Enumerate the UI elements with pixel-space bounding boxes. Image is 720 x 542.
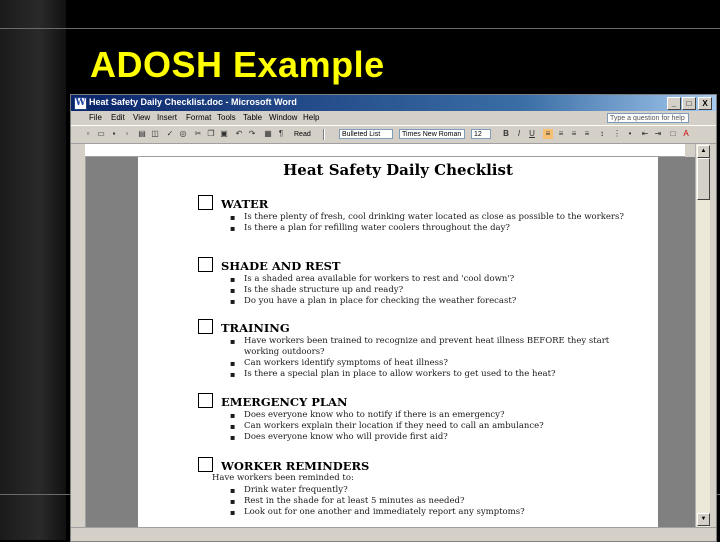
list-item: ▪ Have workers been trained to recognize and prevent heat illness BEFORE they start working outdoors? [226, 336, 626, 358]
minimize-button[interactable]: _ [667, 97, 681, 110]
scroll-down-icon[interactable]: ▼ [697, 513, 710, 526]
help-search-input[interactable]: Type a question for help [607, 113, 689, 123]
font-color-icon[interactable]: A [683, 129, 689, 138]
list-item: ▪ Is a shaded area available for workers to rest and 'cool down'? [226, 274, 626, 285]
word-window [70, 94, 717, 542]
align-center-icon[interactable]: ≡ [558, 129, 564, 138]
window-title: Heat Safety Daily Checklist.doc - Microsoft Word [89, 97, 297, 107]
list-item: ▪ Does everyone know who will provide first aid? [226, 432, 626, 443]
scroll-thumb[interactable] [697, 158, 710, 200]
menu-view[interactable]: View [133, 113, 151, 122]
horizontal-ruler[interactable] [85, 144, 685, 157]
font-select[interactable]: Times New Roman [399, 129, 465, 139]
checkbox-icon[interactable] [198, 195, 213, 210]
reminders-list [226, 485, 626, 518]
justify-icon[interactable]: ≡ [584, 129, 590, 138]
slide-title: ADOSH Example [90, 44, 385, 85]
read-button[interactable]: Read [291, 129, 319, 139]
show-hide-icon[interactable]: ¶ [278, 129, 284, 138]
menu-bar [71, 111, 716, 125]
emergency-list [226, 410, 626, 443]
style-select[interactable]: Bulleted List [339, 129, 393, 139]
vertical-scrollbar[interactable] [695, 144, 710, 527]
undo-icon[interactable]: ↶ [235, 129, 243, 138]
save-icon[interactable]: ▪ [112, 129, 116, 138]
menu-file[interactable]: File [89, 113, 102, 122]
checkbox-icon[interactable] [198, 457, 213, 472]
training-list [226, 336, 626, 380]
checkbox-icon[interactable] [198, 319, 213, 334]
vertical-ruler [71, 157, 86, 527]
section-heading-reminders: WORKER REMINDERS [198, 457, 369, 473]
print-icon[interactable]: ▤ [138, 129, 146, 138]
table-icon[interactable]: ▦ [264, 129, 272, 138]
redo-icon[interactable]: ↷ [248, 129, 256, 138]
cut-icon[interactable]: ✂ [194, 129, 202, 138]
slide-side-bar [0, 0, 66, 540]
menu-insert[interactable]: Insert [157, 113, 178, 122]
shade-list [226, 274, 626, 307]
bold-icon[interactable]: B [503, 129, 509, 138]
menu-tools[interactable]: Tools [217, 113, 236, 122]
underline-icon[interactable]: U [529, 129, 535, 138]
ruler-tab-selector[interactable] [71, 144, 85, 156]
close-button[interactable]: X [698, 97, 712, 110]
section-heading-water: WATER [198, 195, 268, 211]
menu-table[interactable]: Table [243, 113, 263, 122]
reminders-intro: Have workers been reminded to: [212, 473, 354, 483]
research-icon[interactable]: ◎ [179, 129, 187, 138]
maximize-button[interactable]: □ [682, 97, 696, 110]
list-item: ▪ Is the shade structure up and ready? [226, 285, 626, 296]
print-preview-icon[interactable]: ◫ [151, 129, 159, 138]
align-right-icon[interactable]: ≡ [571, 129, 577, 138]
decrease-indent-icon[interactable]: ⇤ [641, 129, 649, 138]
list-item: ▪ Is there a plan for refilling water coolers throughout the day? [226, 223, 626, 234]
open-icon[interactable]: ▭ [97, 129, 105, 138]
list-item: ▪ Is there a special plan in place to allow workers to get used to the heat? [226, 369, 626, 380]
copy-icon[interactable]: ❐ [207, 129, 215, 138]
menu-window[interactable]: Window [269, 113, 298, 122]
document-title: Heat Safety Daily Checklist [283, 161, 513, 179]
font-size-select[interactable]: 12 [471, 129, 491, 139]
scroll-up-icon[interactable]: ▲ [697, 145, 710, 158]
toolbar [71, 125, 716, 144]
section-heading-shade: SHADE AND REST [198, 257, 340, 273]
word-app-icon[interactable]: W [75, 98, 86, 108]
list-item: ▪ Do you have a plan in place for checking the weather forecast? [226, 296, 626, 307]
document-area [86, 157, 695, 527]
title-bar[interactable] [71, 95, 716, 111]
water-list [226, 212, 626, 234]
checkbox-icon[interactable] [198, 393, 213, 408]
list-item: ▪ Can workers identify symptoms of heat illness? [226, 358, 626, 369]
checkbox-icon[interactable] [198, 257, 213, 272]
spelling-icon[interactable]: ✓ [166, 129, 174, 138]
toolbar-separator [323, 129, 325, 140]
menu-help[interactable]: Help [303, 113, 320, 122]
list-item: ▪ Look out for one another and immediately report any symptoms? [226, 507, 626, 518]
list-item: ▪ Does everyone know who to notify if there is an emergency? [226, 410, 626, 421]
paste-icon[interactable]: ▣ [220, 129, 228, 138]
borders-icon[interactable]: □ [670, 129, 676, 138]
menu-edit[interactable]: Edit [111, 113, 125, 122]
section-heading-training: TRAINING [198, 319, 290, 335]
list-item: ▪ Is there plenty of fresh, cool drinking water located as close as possible to the workers? [226, 212, 626, 223]
permission-icon[interactable]: ◦ [125, 129, 129, 138]
line-spacing-icon[interactable]: ↕ [600, 129, 604, 138]
list-item: ▪ Drink water frequently? [226, 485, 626, 496]
slide-divider-top [0, 28, 720, 29]
bullets-icon[interactable]: • [628, 129, 632, 138]
section-heading-emergency: EMERGENCY PLAN [198, 393, 347, 409]
increase-indent-icon[interactable]: ⇥ [654, 129, 662, 138]
new-document-icon[interactable]: ▫ [86, 129, 90, 138]
align-left-icon[interactable]: ≡ [543, 129, 553, 139]
italic-icon[interactable]: I [517, 129, 521, 138]
list-item: ▪ Rest in the shade for at least 5 minutes as needed? [226, 496, 626, 507]
list-item: ▪ Can workers explain their location if they need to call an ambulance? [226, 421, 626, 432]
numbering-icon[interactable]: ⋮ [613, 129, 621, 138]
document-page[interactable] [138, 157, 658, 527]
menu-format[interactable]: Format [186, 113, 212, 122]
